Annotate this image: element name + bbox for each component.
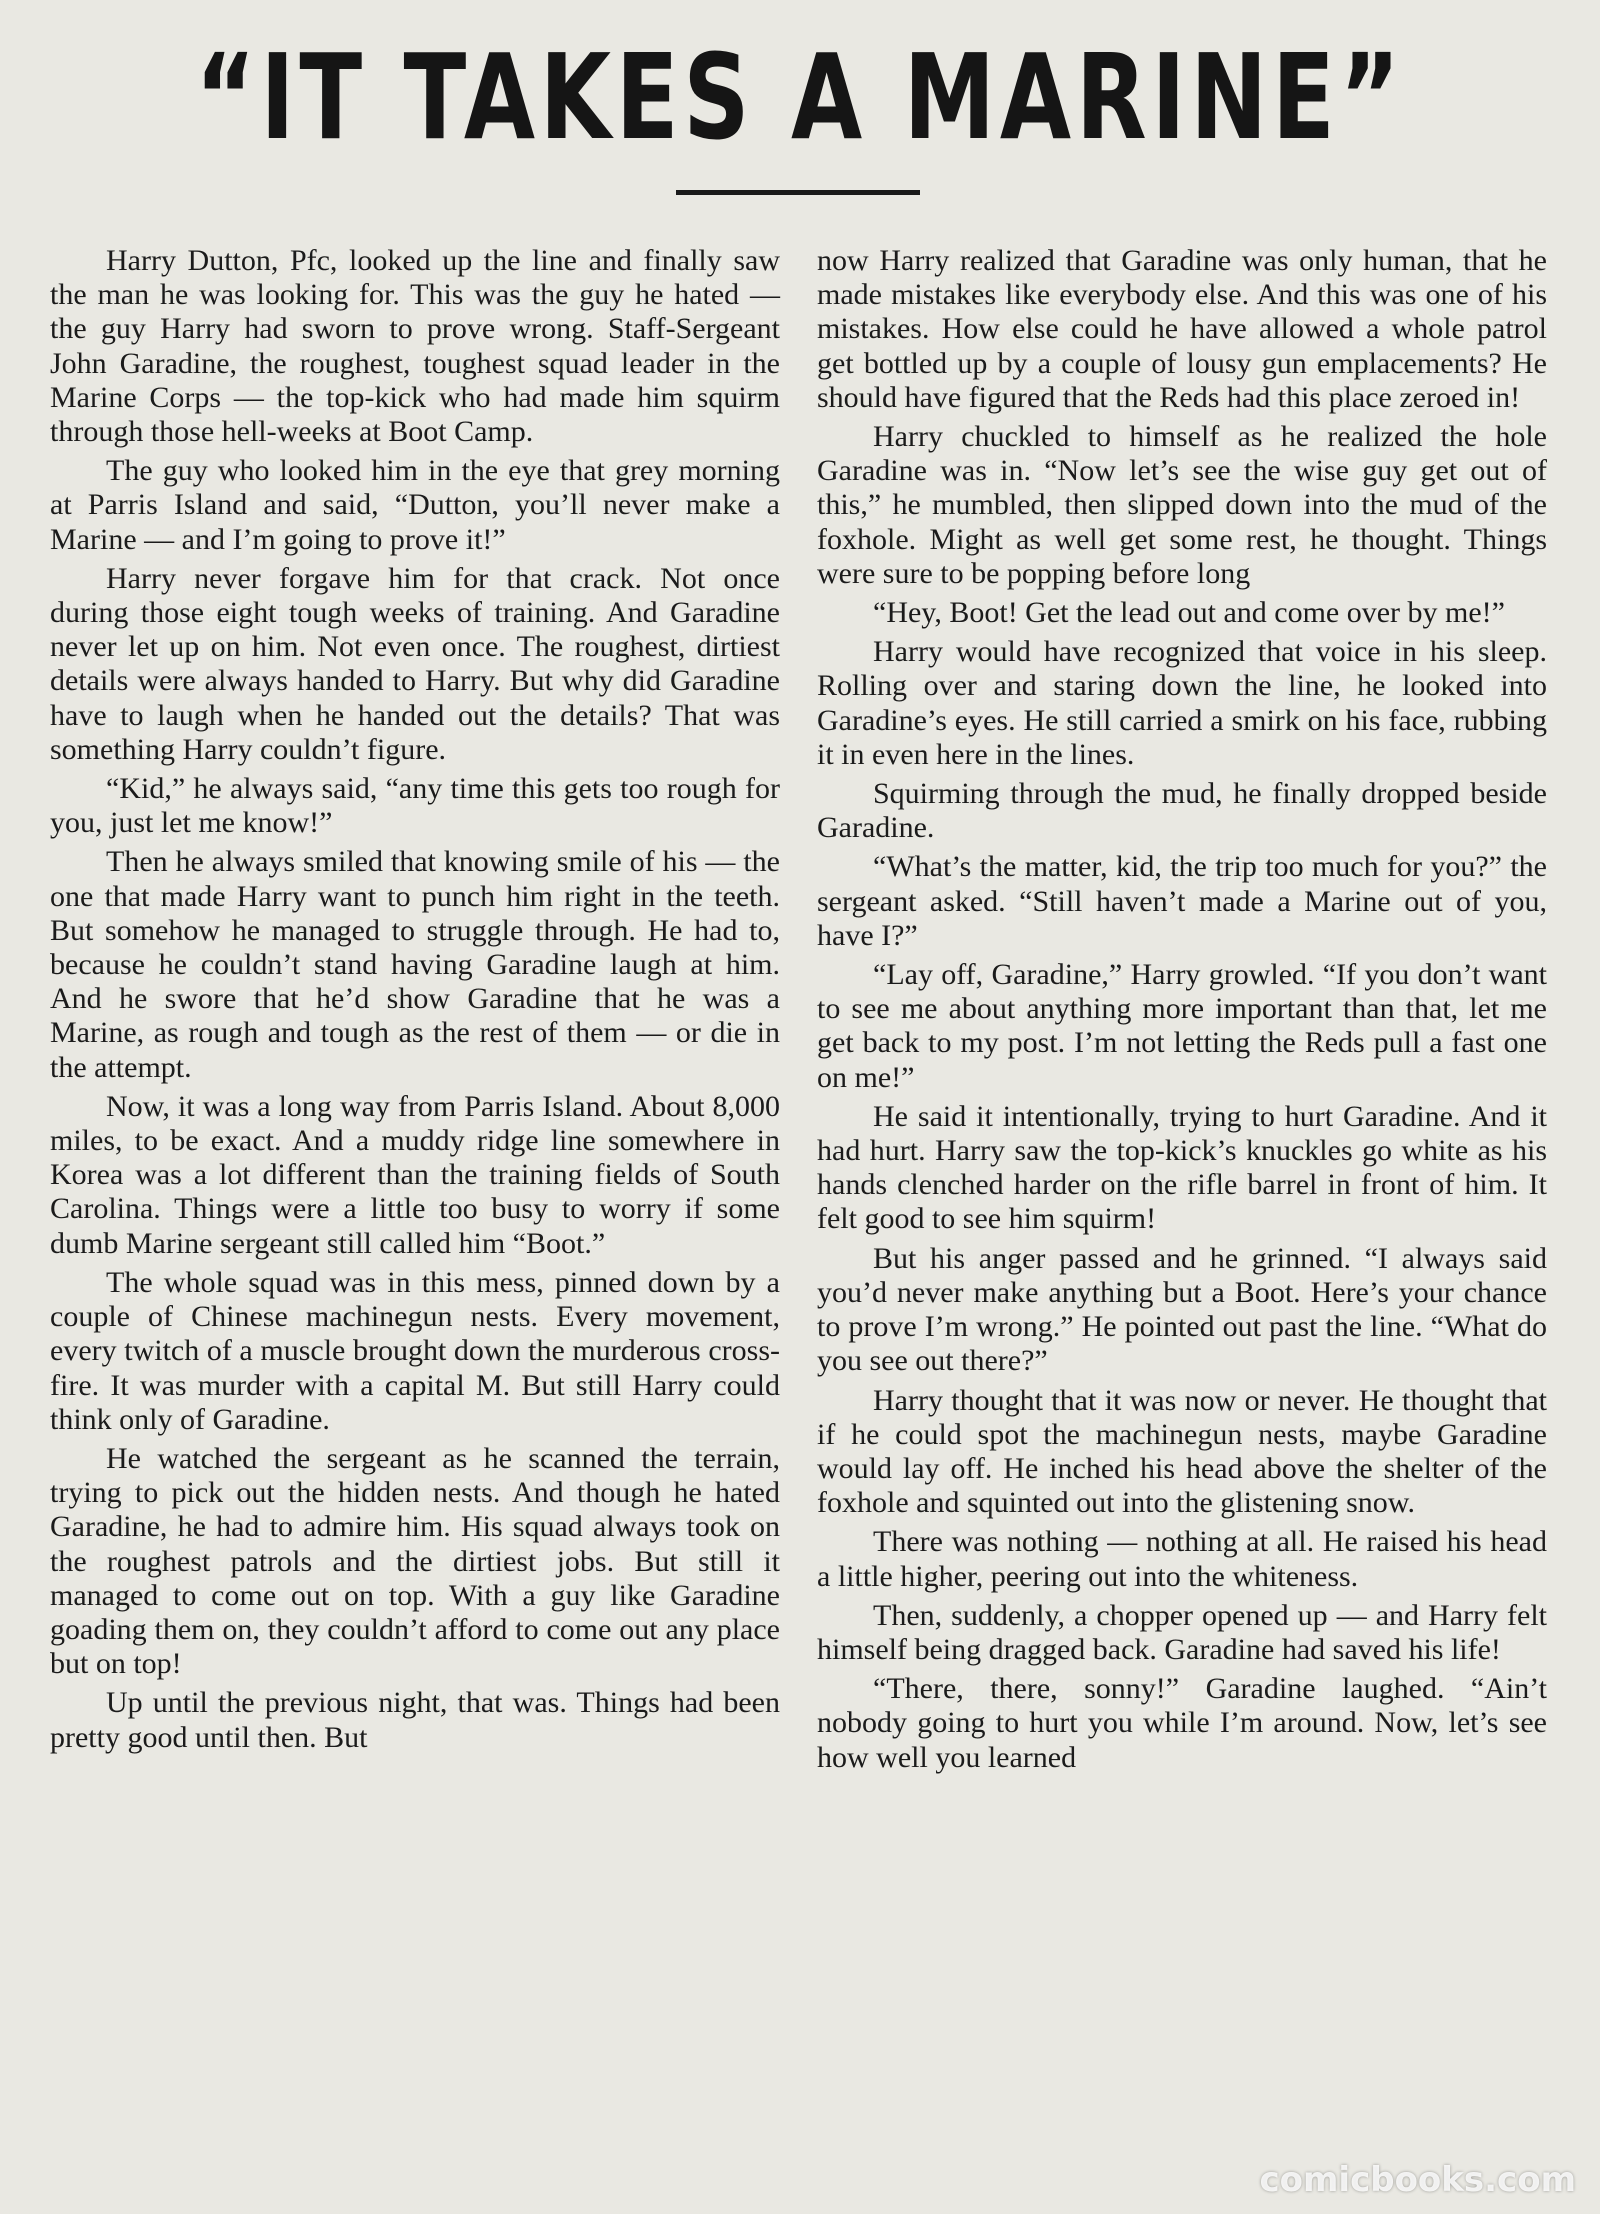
paragraph: Up until the previous night, that was. Things had been pretty good until then. But [50, 1686, 780, 1754]
watermark: comicbooks.com [1259, 2160, 1576, 2200]
title-underline [676, 190, 920, 195]
paragraph: Then he always smiled that knowing smile of his — the one that made Harry want to punch him right in the teeth. But somehow he managed to struggle through. He had to, because he couldn’t stand having Garadine laugh at him. And he swore that he’d show Garadine that he was a Marine, as rough and tough as the rest of them — or die in the attempt. [50, 845, 780, 1084]
paragraph: Squirming through the mud, he finally dropped beside Garadine. [817, 777, 1547, 845]
paragraph: “Lay off, Garadine,” Harry growled. “If you don’t want to see me about anything more important than that, let me get back to my post. I’m not letting the Reds pull a fast one on me!” [817, 958, 1547, 1094]
paragraph: “There, there, sonny!” Garadine laughed. “Ain’t nobody going to hurt you while I’m around. Now, let’s see how well you learned [817, 1672, 1547, 1774]
paragraph: He said it intentionally, trying to hurt Garadine. And it had hurt. Harry saw the top-kick’s knuckles go white as his hands clenched harder on the rifle barrel in front of him. It felt good to see him squirm! [817, 1099, 1547, 1236]
paragraph: Harry would have recognized that voice in his sleep. Rolling over and staring down the line, he looked into Garadine’s eyes. He still carried a smirk on his face, rubbing it in even here in the lines. [817, 635, 1547, 771]
paragraph: now Harry realized that Garadine was only human, that he made mistakes like everybody else. And this was one of his mistakes. How else could he have allowed a whole patrol get bottled up by a couple of lousy gun emplacements? He should have figured that the Reds had this place zeroed in! [817, 244, 1547, 414]
paragraph: Harry Dutton, Pfc, looked up the line and finally saw the man he was looking for. This was the guy he hated — the guy Harry had sworn to prove wrong. Staff-Sergeant John Garadine, the roughest, toughest squad leader in the Marine Corps — the top-kick who had made him squirm through those hell-weeks at Boot Camp. [50, 244, 780, 449]
left-column [50, 244, 780, 1760]
paragraph: “Kid,” he always said, “any time this gets too rough for you, just let me know!” [50, 772, 780, 840]
paragraph: There was nothing — nothing at all. He raised his head a little higher, peering out into the whiteness. [817, 1525, 1547, 1593]
paragraph: The guy who looked him in the eye that grey morning at Parris Island and said, “Dutton, you’ll never make a Marine — and I’m going to prove it!” [50, 454, 780, 556]
paragraph: Now, it was a long way from Parris Island. About 8,000 miles, to be exact. And a muddy ridge line somewhere in Korea was a lot different than the training fields of South Carolina. Things were a little too busy to worry if some dumb Marine sergeant still called him “Boot.” [50, 1089, 780, 1260]
paragraph: But his anger passed and he grinned. “I always said you’d never make anything but a Boot. Here’s your chance to prove I’m wrong.” He pointed out past the line. “What do you see out there?” [817, 1241, 1547, 1378]
paragraph: Then, suddenly, a chopper opened up — and Harry felt himself being dragged back. Garadine had saved his life! [817, 1598, 1547, 1666]
paragraph: Harry never forgave him for that crack. Not once during those eight tough weeks of training. And Garadine never let up on him. Not even once. The roughest, dirtiest details were always handed to Harry. But why did Garadine have to laugh when he handed out the details? That was something Harry couldn’t figure. [50, 561, 780, 766]
paragraph: He watched the sergeant as he scanned the terrain, trying to pick out the hidden nests. And though he hated Garadine, he had to admire him. His squad always took on the roughest patrols and the dirtiest jobs. But still it managed to come out on top. With a guy like Garadine goading them on, they couldn’t afford to come out any place but on top! [50, 1441, 780, 1681]
paragraph: Harry chuckled to himself as he realized the hole Garadine was in. “Now let’s see the wise guy get out of this,” he mumbled, then slipped down into the mud of the foxhole. Might as well get some rest, he thought. Things were sure to be popping before long [817, 420, 1547, 590]
paragraph: The whole squad was in this mess, pinned down by a couple of Chinese machinegun nests. Every movement, every twitch of a muscle brought down the murderous cross-fire. It was murder with a capital M. But still Harry could think only of Garadine. [50, 1265, 780, 1436]
right-column [817, 244, 1547, 1780]
paragraph: “Hey, Boot! Get the lead out and come over by me!” [873, 596, 1505, 630]
paragraph: “What’s the matter, kid, the trip too much for you?” the sergeant asked. “Still haven’t made a Marine out of you, have I?” [817, 850, 1547, 952]
paragraph: Harry thought that it was now or never. He thought that if he could spot the machinegun nests, maybe Garadine would lay off. He inched his head above the shelter of the foxhole and squinted out into the glistening snow. [817, 1383, 1547, 1520]
story-title: “IT TAKES A MARINE” [195, 28, 1405, 166]
